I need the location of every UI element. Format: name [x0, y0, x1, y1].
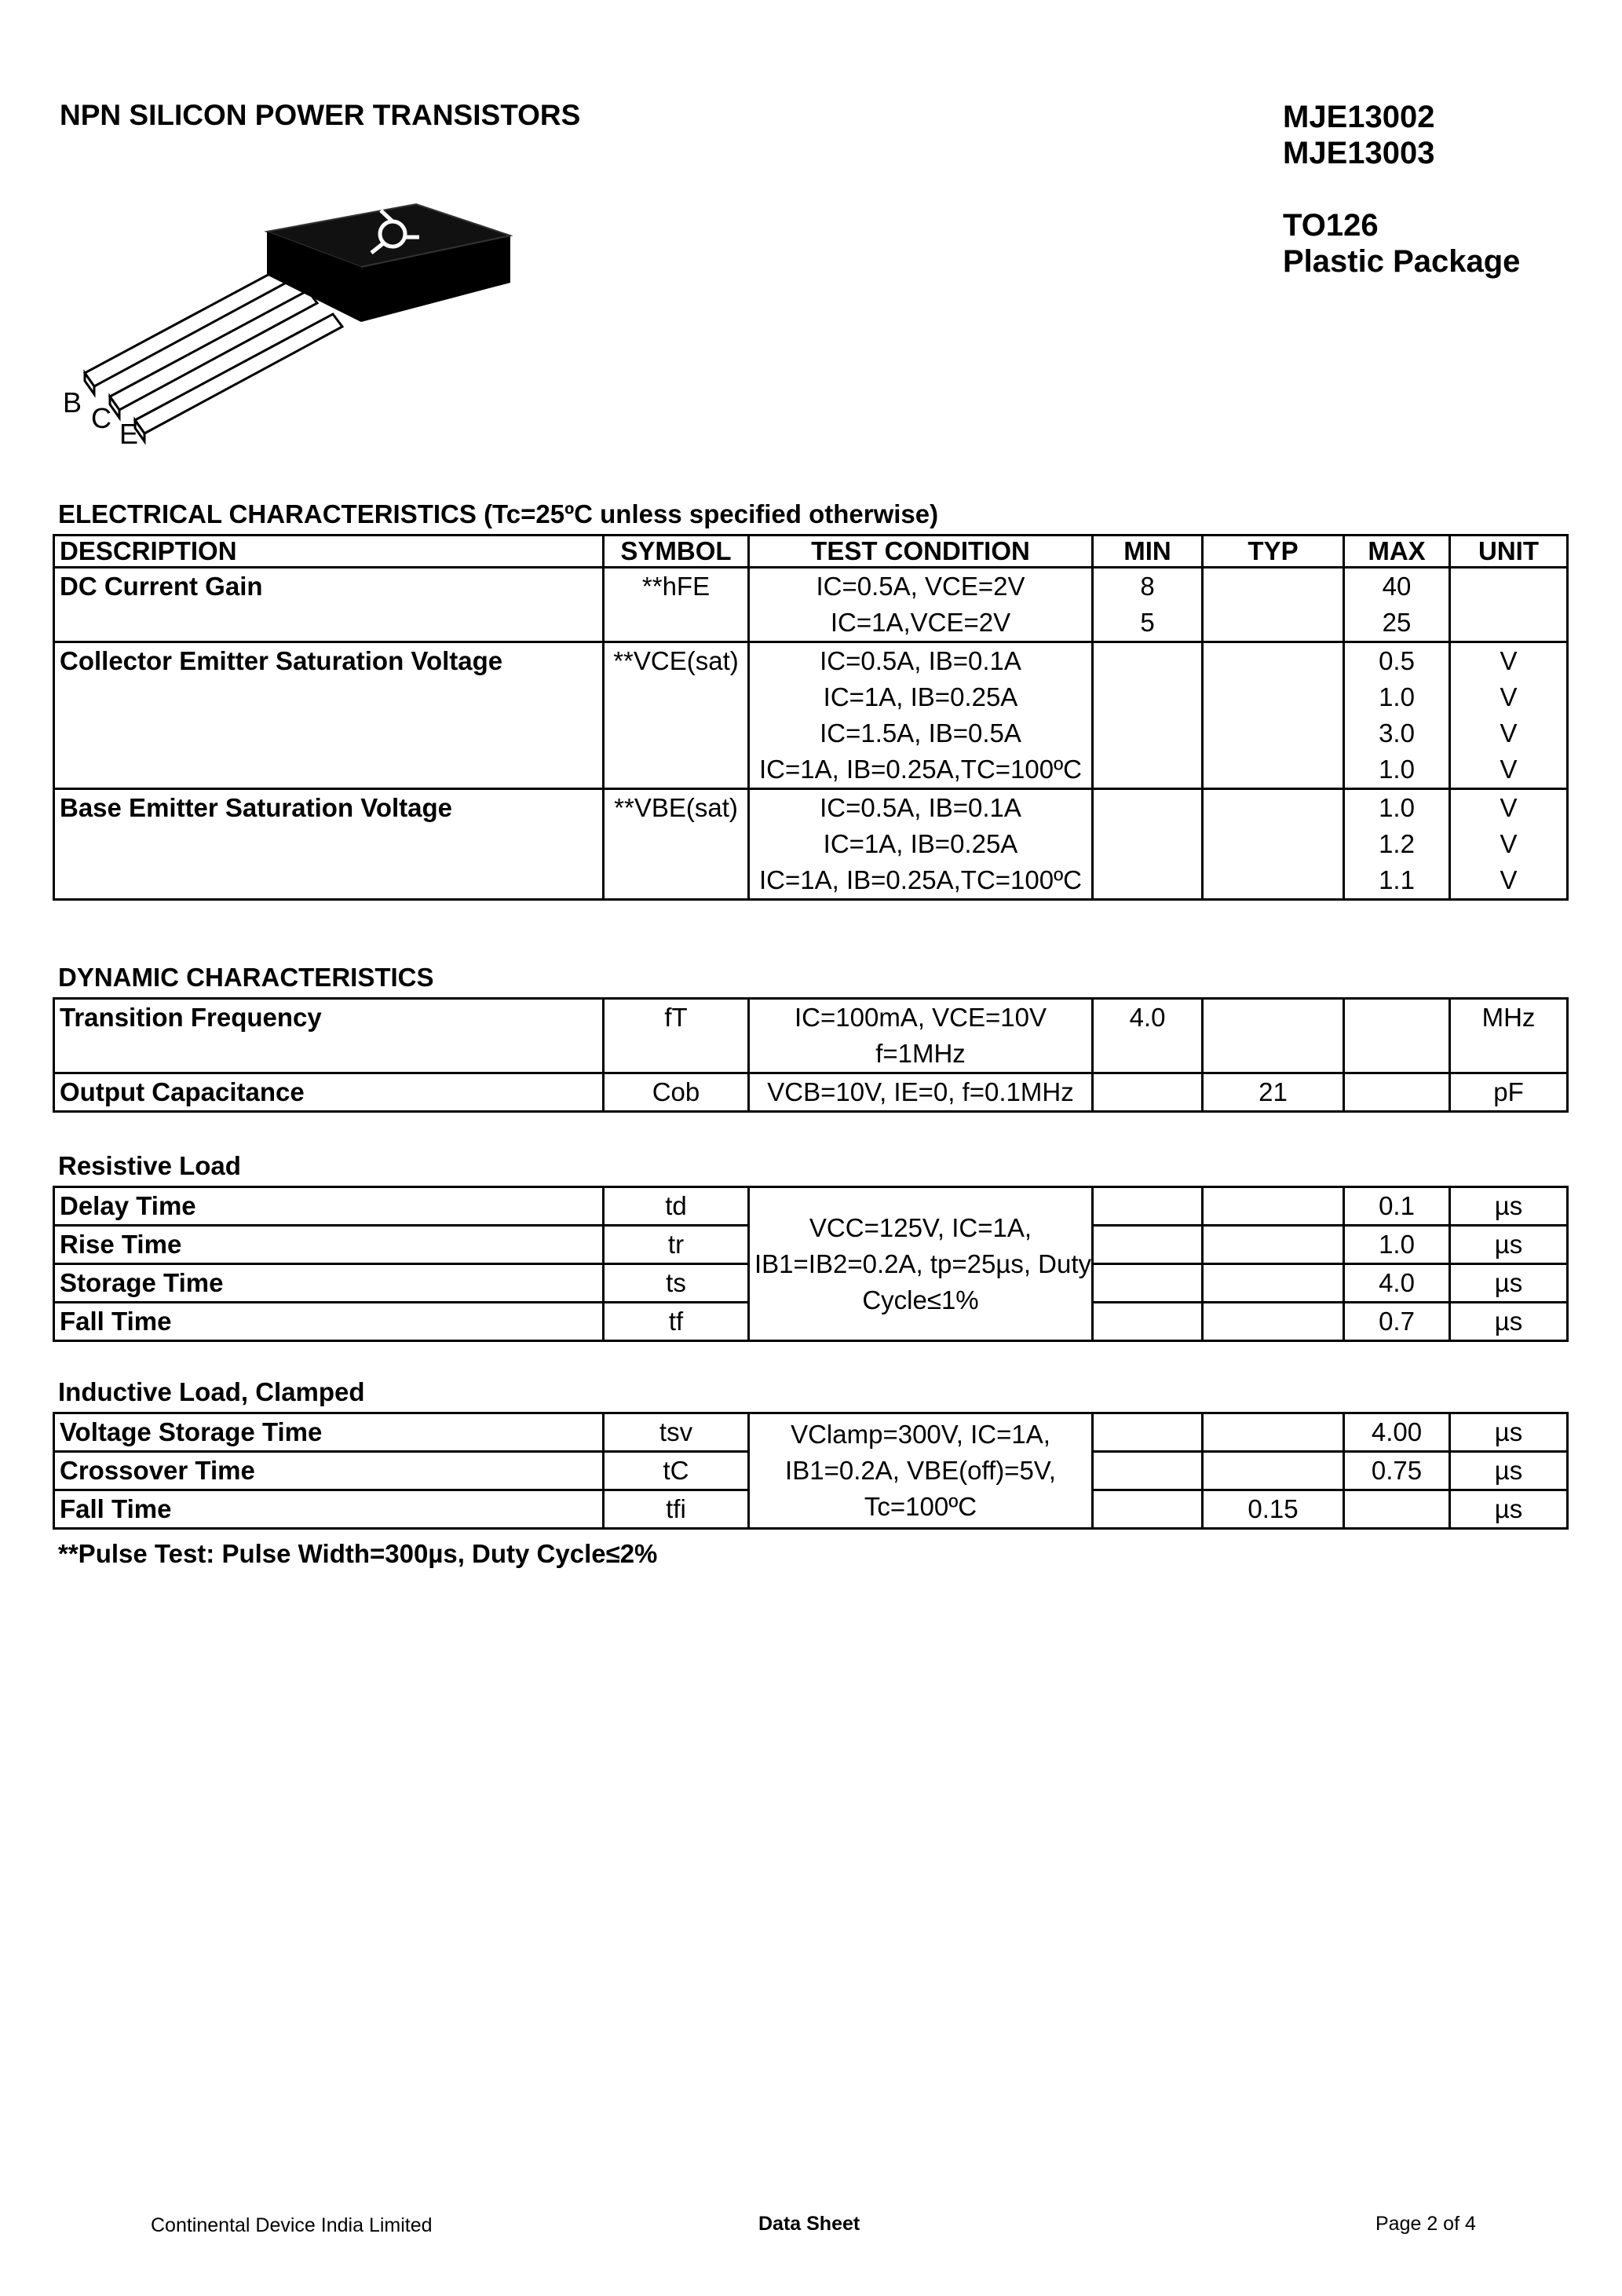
part-number: MJE13003 — [1283, 136, 1435, 170]
max-value: 1.0 — [1379, 793, 1415, 822]
footer-page-number: Page 2 of 4 — [1375, 2213, 1476, 2235]
symbol: tC — [663, 1456, 689, 1485]
description: Crossover Time — [60, 1456, 255, 1485]
test-condition: VCB=10V, IE=0, f=0.1MHz — [767, 1077, 1074, 1106]
description: Fall Time — [60, 1307, 172, 1336]
symbol: tr — [667, 1230, 685, 1259]
pin-label-base: B — [63, 386, 82, 419]
unit: V — [1500, 646, 1518, 675]
description: Fall Time — [60, 1494, 172, 1523]
typ-value: 0.15 — [1248, 1494, 1299, 1523]
unit: V — [1500, 682, 1518, 711]
max-value: 4.00 — [1371, 1417, 1423, 1446]
test-condition: IB1=IB2=0.2A, tp=25µs, Duty — [754, 1249, 1092, 1278]
symbol: **VBE(sat) — [614, 793, 738, 822]
description: Transition Frequency — [60, 1003, 322, 1032]
test-condition: IC=1A,VCE=2V — [830, 608, 1011, 637]
table-row — [54, 999, 1568, 1073]
max-value: 0.7 — [1379, 1307, 1415, 1336]
test-condition: IC=100mA, VCE=10V — [794, 1003, 1047, 1032]
max-value: 40 — [1382, 572, 1412, 601]
footer-company: Continental Device India Limited — [151, 2214, 433, 2236]
test-condition: Tc=100ºC — [864, 1492, 977, 1521]
unit: µs — [1494, 1494, 1523, 1523]
table-row — [54, 568, 1568, 642]
symbol: Cob — [652, 1077, 700, 1106]
table-header-row — [54, 536, 1568, 568]
part-number-list — [1283, 99, 1434, 171]
test-condition: Cycle≤1% — [862, 1285, 979, 1314]
max-value: 3.0 — [1379, 718, 1415, 748]
section-heading-resistive: Resistive Load — [58, 1151, 241, 1180]
symbol: tfi — [666, 1494, 686, 1523]
description: Delay Time — [60, 1191, 196, 1220]
unit: µs — [1494, 1307, 1523, 1336]
symbol: tsv — [659, 1417, 693, 1446]
to126-package-illustration — [71, 188, 526, 455]
test-condition: IC=1A, IB=0.25A,TC=100ºC — [758, 865, 1083, 894]
test-condition: VClamp=300V, IC=1A, — [791, 1420, 1050, 1449]
description: DC Current Gain — [60, 572, 263, 601]
pin-label-collector: C — [91, 402, 111, 434]
electrical-characteristics-table — [53, 534, 1569, 901]
section-heading-inductive: Inductive Load, Clamped — [58, 1377, 365, 1406]
test-condition: IB1=0.2A, VBE(off)=5V, — [785, 1456, 1056, 1485]
max-value: 1.0 — [1379, 755, 1415, 784]
table-row — [54, 789, 1568, 900]
page-title: NPN SILICON POWER TRANSISTORS — [60, 99, 581, 131]
resistive-load-table — [53, 1186, 1569, 1342]
description: Collector Emitter Saturation Voltage — [60, 646, 503, 675]
table-row — [54, 642, 1568, 789]
min-value: 4.0 — [1129, 1003, 1166, 1032]
unit: pF — [1493, 1077, 1524, 1106]
unit: µs — [1494, 1268, 1523, 1297]
pulse-test-note: **Pulse Test: Pulse Width=300µs, Duty Cycle≤2% — [58, 1539, 658, 1568]
symbol: tf — [668, 1307, 684, 1336]
symbol: **hFE — [641, 572, 711, 601]
column-header: MIN — [1093, 536, 1203, 568]
test-condition: IC=0.5A, IB=0.1A — [820, 793, 1021, 822]
column-header: SYMBOL — [604, 536, 749, 568]
column-header: TEST CONDITION — [749, 536, 1093, 568]
max-value: 25 — [1382, 608, 1412, 637]
description: Storage Time — [60, 1268, 224, 1297]
unit: µs — [1494, 1191, 1523, 1220]
symbol: **VCE(sat) — [613, 646, 739, 675]
symbol: td — [665, 1191, 687, 1220]
description: Output Capacitance — [60, 1077, 305, 1106]
unit: V — [1500, 865, 1518, 894]
test-condition: IC=0.5A, VCE=2V — [816, 572, 1025, 601]
package-type: TO126 — [1283, 208, 1379, 243]
column-header: DESCRIPTION — [54, 536, 604, 568]
description: Base Emitter Saturation Voltage — [60, 793, 453, 822]
min-value: 5 — [1140, 608, 1155, 637]
max-value: 1.0 — [1379, 682, 1415, 711]
description: Rise Time — [60, 1230, 182, 1259]
test-condition: VCC=125V, IC=1A, — [809, 1212, 1032, 1242]
pin-label-emitter: E — [119, 418, 139, 450]
section-heading-electrical: ELECTRICAL CHARACTERISTICS (Tc=25ºC unless specified otherwise) — [58, 499, 939, 528]
table-row — [54, 1413, 1568, 1452]
test-condition: f=1MHz — [875, 1039, 966, 1068]
max-value: 1.2 — [1379, 829, 1415, 858]
unit: µs — [1494, 1456, 1523, 1485]
dynamic-characteristics-table — [53, 997, 1569, 1113]
test-condition: IC=0.5A, IB=0.1A — [820, 646, 1021, 675]
column-header: TYP — [1203, 536, 1344, 568]
max-value: 4.0 — [1379, 1268, 1415, 1297]
package-description: Plastic Package — [1283, 244, 1521, 279]
unit: MHz — [1481, 1003, 1536, 1032]
min-value: 8 — [1140, 572, 1155, 601]
unit: µs — [1494, 1417, 1523, 1446]
unit: V — [1500, 755, 1518, 784]
unit: V — [1500, 793, 1518, 822]
max-value: 0.75 — [1371, 1456, 1423, 1485]
test-condition: IC=1A, IB=0.25A — [823, 682, 1018, 711]
table-row — [54, 1187, 1568, 1226]
section-heading-dynamic: DYNAMIC CHARACTERISTICS — [58, 963, 434, 992]
max-value: 0.5 — [1379, 646, 1415, 675]
test-condition: IC=1A, IB=0.25A — [823, 829, 1018, 858]
shared-test-condition — [749, 1413, 1093, 1529]
description: Voltage Storage Time — [60, 1417, 323, 1446]
column-header: UNIT — [1450, 536, 1568, 568]
test-condition: IC=1.5A, IB=0.5A — [820, 718, 1021, 748]
table-row — [54, 1073, 1568, 1112]
max-value: 0.1 — [1379, 1191, 1415, 1220]
unit: µs — [1494, 1230, 1523, 1259]
unit: V — [1500, 829, 1518, 858]
symbol: fT — [664, 1003, 688, 1032]
max-value: 1.0 — [1379, 1230, 1415, 1259]
unit: V — [1500, 718, 1518, 748]
footer-doc-type: Data Sheet — [758, 2213, 860, 2235]
test-condition: IC=1A, IB=0.25A,TC=100ºC — [758, 755, 1083, 784]
typ-value: 21 — [1259, 1077, 1288, 1106]
package-info — [1283, 207, 1520, 280]
column-header: MAX — [1344, 536, 1450, 568]
part-number: MJE13002 — [1283, 100, 1435, 134]
max-value: 1.1 — [1379, 865, 1415, 894]
inductive-load-table — [53, 1412, 1569, 1530]
shared-test-condition — [749, 1187, 1093, 1341]
symbol: ts — [666, 1268, 686, 1297]
